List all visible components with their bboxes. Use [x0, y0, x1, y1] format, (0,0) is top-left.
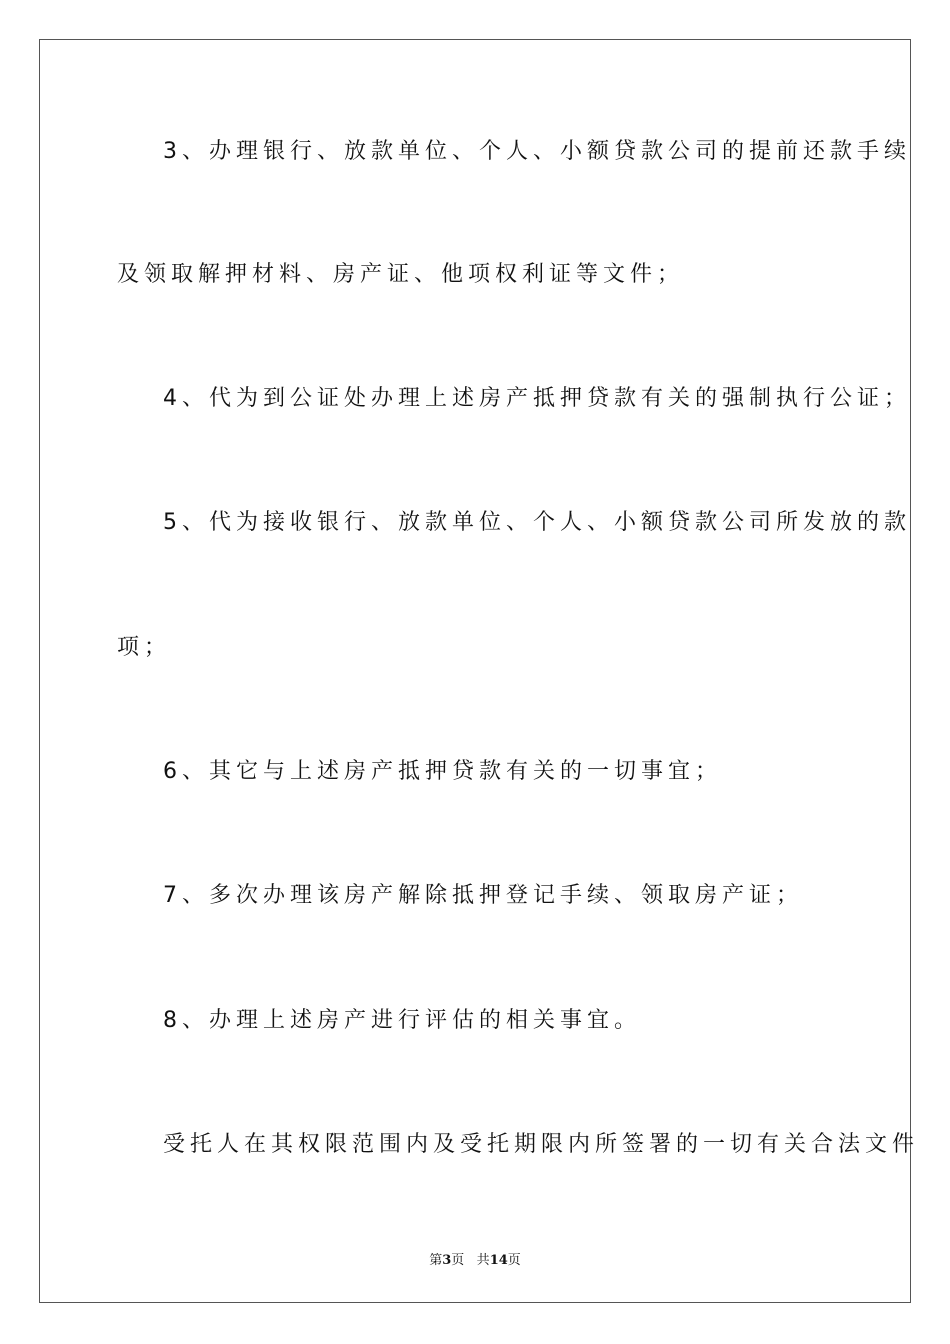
paragraph-line: 及领取解押材料、房产证、他项权利证等文件；	[117, 262, 685, 287]
page-border	[39, 39, 911, 1303]
paragraph-line: 5、代为接收银行、放款单位、个人、小额贷款公司所发放的款	[163, 510, 911, 535]
paragraph-line: 3、办理银行、放款单位、个人、小额贷款公司的提前还款手续	[163, 139, 911, 164]
footer-total-pages: 14	[489, 1253, 508, 1268]
paragraph-line: 6、其它与上述房产抵押贷款有关的一切事宜；	[163, 759, 722, 784]
paragraph-line: 7、多次办理该房产解除抵押登记手续、领取房产证；	[163, 883, 803, 908]
footer-page-prefix: 第	[429, 1253, 443, 1268]
paragraph-line: 8、办理上述房产进行评估的相关事宜。	[163, 1008, 641, 1033]
paragraph-line: 4、代为到公证处办理上述房产抵押贷款有关的强制执行公证；	[163, 386, 911, 411]
footer-page-number: 3	[442, 1253, 452, 1268]
paragraph-line: 受托人在其权限范围内及受托期限内所签署的一切有关合法文件	[163, 1132, 920, 1157]
footer-total-prefix: 共	[476, 1253, 490, 1268]
page-footer	[0, 1249, 950, 1268]
paragraph-line: 项；	[117, 635, 172, 660]
footer-total-suffix: 页	[507, 1253, 521, 1268]
footer-page-suffix: 页	[451, 1253, 465, 1268]
